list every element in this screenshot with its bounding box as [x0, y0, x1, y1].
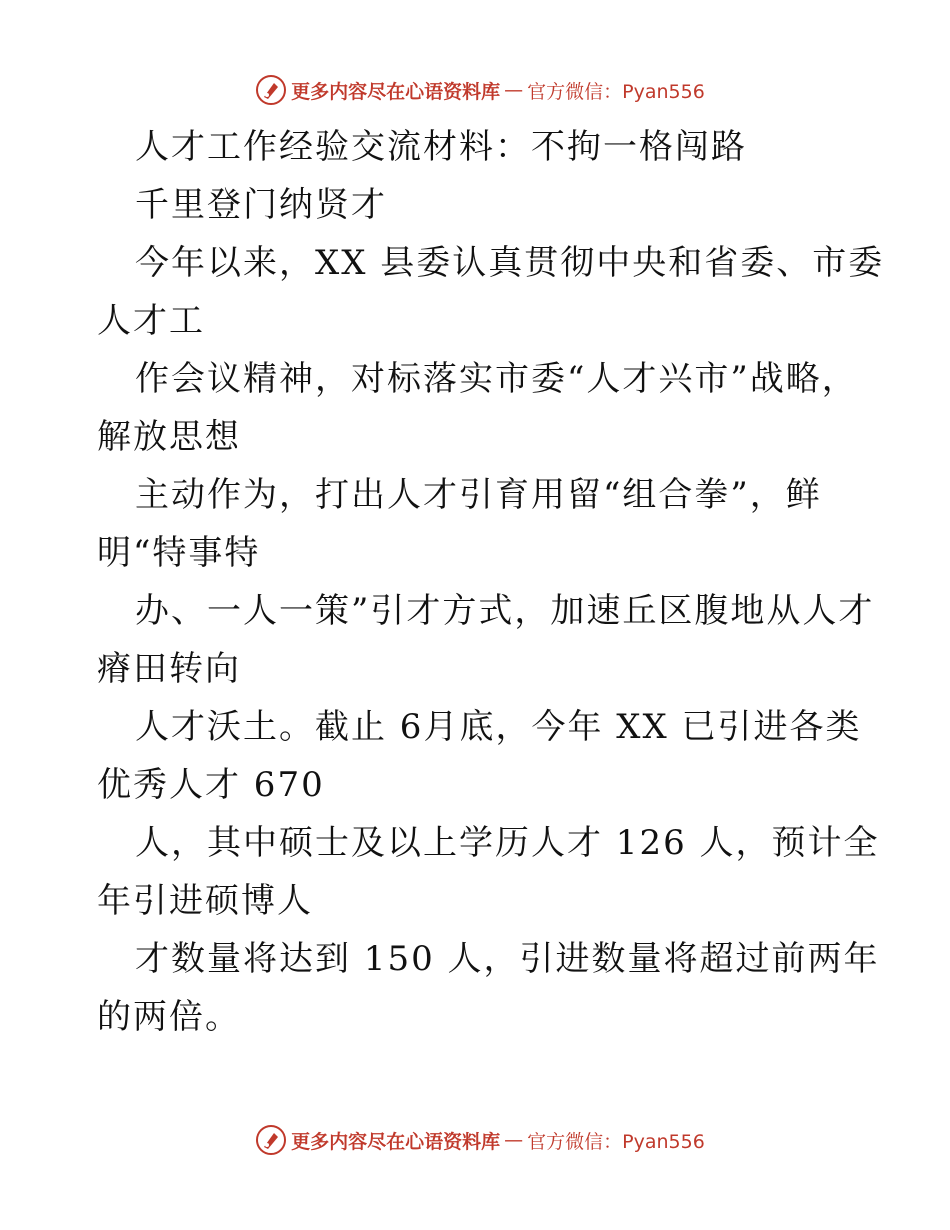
paragraph-line: 主动作为，打出人才引育用留“组合拳”，鲜 [135, 475, 822, 515]
banner-slogan: 更多内容尽在心语资料库 [291, 1130, 501, 1153]
banner-wechat-id: 官方微信：Pyan556 [527, 1130, 705, 1153]
paragraph-line: 人才工 [97, 301, 205, 341]
banner-content [255, 74, 705, 106]
document-title: 人才工作经验交流材料：不拘一格闯路 [135, 127, 747, 167]
paragraph-line: 办、一人一策”引才方式，加速丘区腹地从人才 [135, 591, 875, 631]
paragraph-line: 优秀人才 670 [97, 765, 325, 805]
paragraph-line: 作会议精神，对标落实市委“人才兴市”战略， [135, 359, 858, 399]
banner-wechat-id: 官方微信：Pyan556 [527, 80, 705, 103]
paragraph-line: 才数量将达到 150 人，引进数量将超过前两年 [135, 939, 880, 979]
paragraph-line: 明“特事特 [97, 533, 261, 573]
paragraph-line: 今年以来，XX 县委认真贯彻中央和省委、市委 [135, 243, 885, 283]
footer-banner [0, 1120, 950, 1160]
paragraph-line: 年引进硕博人 [97, 881, 313, 921]
document-body [97, 118, 885, 1046]
pen-nib-logo-icon [255, 1124, 287, 1156]
banner-slogan: 更多内容尽在心语资料库 [291, 80, 501, 103]
pen-nib-logo-icon [255, 74, 287, 106]
document-subtitle: 千里登门纳贤才 [135, 185, 387, 225]
banner-content [255, 1124, 705, 1156]
header-banner [0, 70, 950, 110]
paragraph-line: 人，其中硕士及以上学历人才 126 人，预计全 [135, 823, 880, 863]
paragraph-line: 解放思想 [97, 417, 241, 457]
banner-separator: — [504, 1129, 524, 1151]
paragraph-line: 瘠田转向 [97, 649, 241, 689]
banner-separator: — [504, 79, 524, 101]
paragraph-line: 人才沃土。截止 6月底，今年 XX 已引进各类 [135, 707, 862, 747]
paragraph-line: 的两倍。 [97, 997, 241, 1037]
